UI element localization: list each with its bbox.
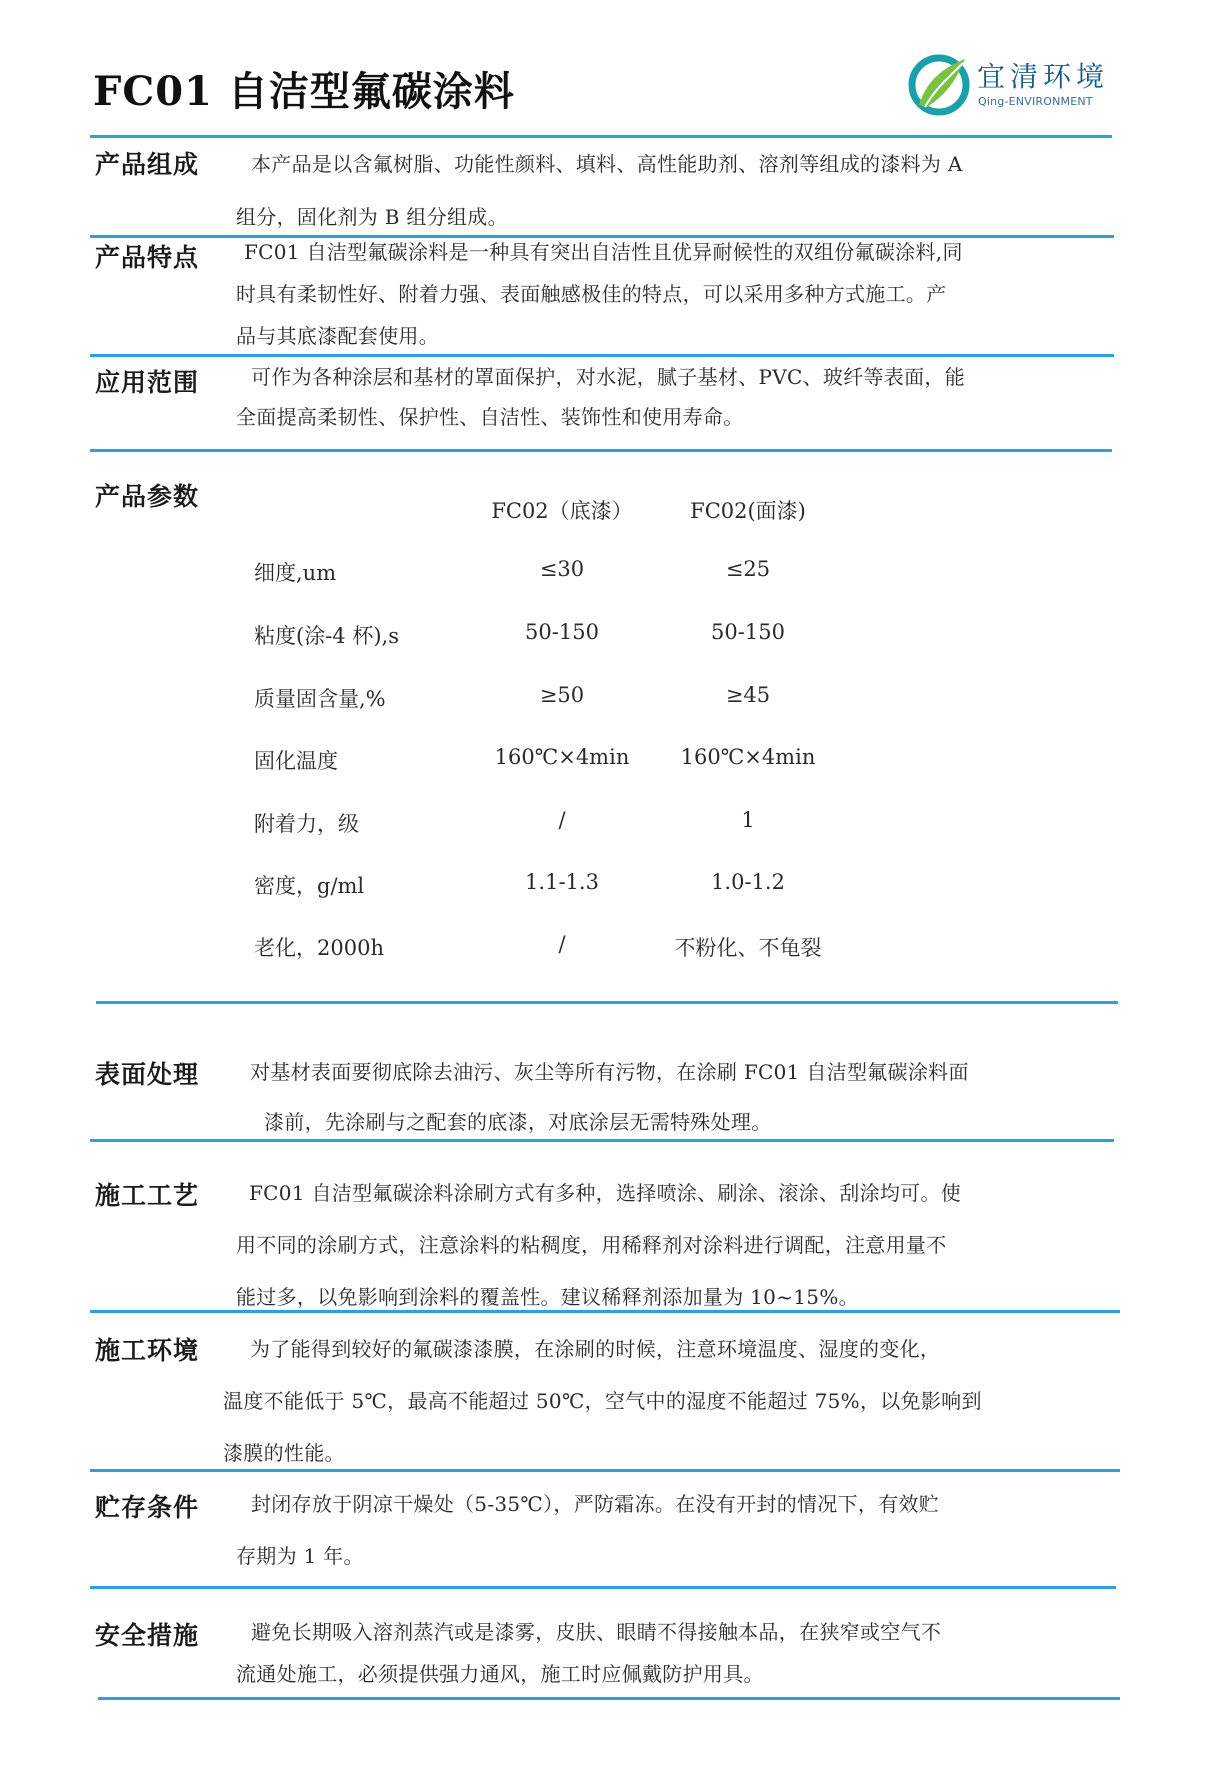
section-label-process: 施工工艺 xyxy=(95,1181,200,1210)
param-value-topcoat: ≤25 xyxy=(725,557,771,581)
text-line: 可作为各种涂层和基材的罩面保护，对水泥，腻子基材、PVC、玻纤等表面，能 xyxy=(251,365,966,389)
param-value-primer: 1.1-1.3 xyxy=(525,870,599,894)
section-text-features xyxy=(236,231,963,357)
text-line: 组分，固化剂为 B 组分组成。 xyxy=(236,205,508,229)
section-label-composition: 产品组成 xyxy=(95,150,200,179)
section-text-application xyxy=(236,357,965,437)
section-label-environment: 施工环境 xyxy=(95,1336,200,1365)
param-name: 附着力，级 xyxy=(254,812,359,836)
text-line: 对基材表面要彻底除去油污、灰尘等所有污物，在涂刷 FC01 自洁型氟碳涂料面 xyxy=(250,1060,969,1084)
section-label-safety: 安全措施 xyxy=(95,1621,200,1650)
section-text-composition xyxy=(236,141,963,240)
param-name: 固化温度 xyxy=(254,749,338,773)
text-line: 能过多，以免影响到涂料的覆盖性。建议稀释剂添加量为 10~15%。 xyxy=(236,1285,859,1309)
param-value-primer: 50-150 xyxy=(525,620,599,644)
param-value-primer: / xyxy=(558,808,566,832)
logo-name-cn: 宜清环境 xyxy=(977,60,1110,93)
column-header-primer: FC02（底漆） xyxy=(491,499,633,523)
section-text-process xyxy=(236,1167,961,1323)
param-value-topcoat: 1 xyxy=(741,808,755,832)
section-label-application: 应用范围 xyxy=(95,368,200,397)
company-logo xyxy=(905,45,1115,125)
text-line: FC01 自洁型氟碳涂料是一种具有突出自洁性且优异耐候性的双组份氟碳涂料,同 xyxy=(244,240,963,264)
text-line: 用不同的涂刷方式，注意涂料的粘稠度，用稀释剂对涂料进行调配，注意用量不 xyxy=(236,1233,947,1257)
section-label-features: 产品特点 xyxy=(95,243,200,272)
section-text-safety xyxy=(236,1611,941,1695)
param-name: 质量固含量,% xyxy=(254,687,386,711)
param-name: 密度，g/ml xyxy=(254,874,365,898)
document-title: FC01 自洁型氟碳涂料 xyxy=(93,68,515,115)
param-name: 粘度(涂-4 杯),s xyxy=(254,624,399,648)
logo-leaf-icon xyxy=(905,49,973,117)
param-value-primer: ≤30 xyxy=(539,557,585,581)
section-label-parameters: 产品参数 xyxy=(95,482,200,511)
param-value-primer: ≥50 xyxy=(539,683,585,707)
section-text-surface xyxy=(250,1047,969,1147)
text-line: 品与其底漆配套使用。 xyxy=(236,324,439,348)
divider xyxy=(90,135,1112,138)
text-line: 漆前，先涂刷与之配套的底漆，对底涂层无需特殊处理。 xyxy=(264,1110,772,1134)
param-name: 细度,um xyxy=(254,561,337,585)
text-line: 避免长期吸入溶剂蒸汽或是漆雾，皮肤、眼睛不得接触本品，在狭窄或空气不 xyxy=(251,1620,942,1644)
text-line: 漆膜的性能。 xyxy=(223,1441,345,1465)
divider xyxy=(90,1586,1116,1589)
divider xyxy=(98,1697,1120,1700)
divider xyxy=(90,449,1112,452)
section-label-surface: 表面处理 xyxy=(95,1060,200,1089)
section-text-storage xyxy=(236,1478,939,1582)
section-text-environment xyxy=(223,1323,982,1479)
param-value-topcoat: ≥45 xyxy=(725,683,771,707)
text-line: 时具有柔韧性好、附着力强、表面触感极佳的特点，可以采用多种方式施工。产 xyxy=(236,282,947,306)
divider xyxy=(96,1001,1118,1004)
param-value-topcoat: 1.0-1.2 xyxy=(711,870,785,894)
text-line: 本产品是以含氟树脂、功能性颜料、填料、高性能助剂、溶剂等组成的漆料为 A xyxy=(251,152,963,176)
text-line: 流通处施工，必须提供强力通风，施工时应佩戴防护用具。 xyxy=(236,1662,764,1686)
text-line: FC01 自洁型氟碳涂料涂刷方式有多种，选择喷涂、刷涂、滚涂、刮涂均可。使 xyxy=(249,1181,962,1205)
text-line: 温度不能低于 5℃，最高不能超过 50℃，空气中的湿度不能超过 75%，以免影响到 xyxy=(223,1389,982,1413)
param-name: 老化，2000h xyxy=(254,936,384,960)
logo-name-en: Qing-ENVIRONMENT xyxy=(978,95,1093,108)
param-value-primer: 160℃×4min xyxy=(494,745,630,769)
param-value-topcoat: 160℃×4min xyxy=(680,745,816,769)
param-value-primer: / xyxy=(558,932,566,956)
text-line: 封闭存放于阴凉干燥处（5-35℃），严防霜冻。在没有开封的情况下，有效贮 xyxy=(251,1492,940,1516)
section-label-storage: 贮存条件 xyxy=(95,1493,200,1522)
param-value-topcoat: 不粉化、不龟裂 xyxy=(674,936,822,960)
text-line: 全面提高柔韧性、保护性、自洁性、装饰性和使用寿命。 xyxy=(236,405,744,429)
text-line: 存期为 1 年。 xyxy=(236,1544,364,1568)
text-line: 为了能得到较好的氟碳漆漆膜，在涂刷的时候，注意环境温度、湿度的变化， xyxy=(250,1337,941,1361)
column-header-topcoat: FC02(面漆) xyxy=(690,499,806,523)
param-value-topcoat: 50-150 xyxy=(711,620,785,644)
